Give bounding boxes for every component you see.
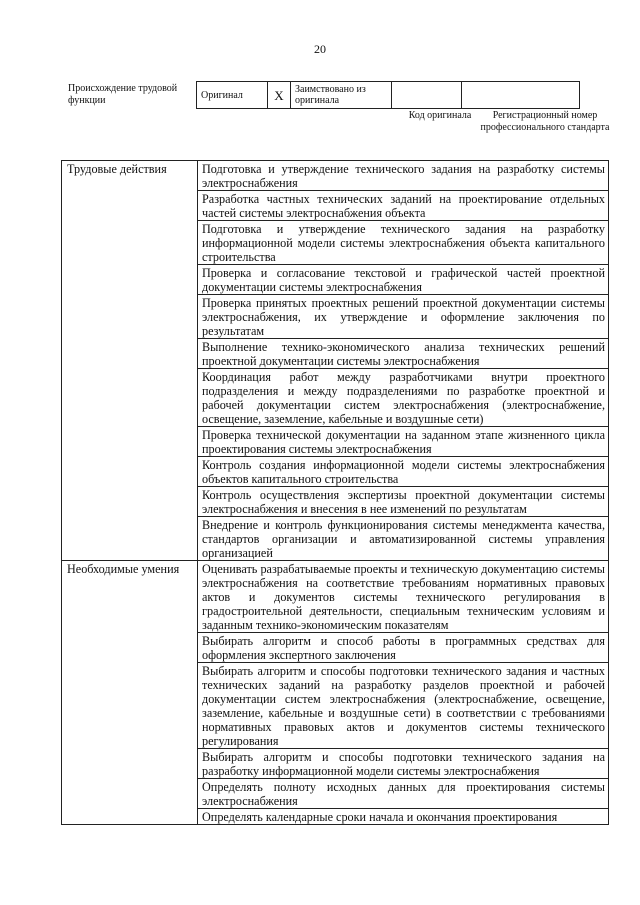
table-cell: Проверка принятых проектных решений проектной документации системы электроснабжения, их утверждение и оформление заключения по результатам <box>198 295 609 339</box>
section-title: Необходимые умения <box>62 561 198 825</box>
original-cell: Оригинал <box>197 82 268 109</box>
reg-number-caption: Регистрационный номер профессионального стандарта <box>480 110 610 133</box>
functions-table <box>61 160 609 825</box>
page-number: 20 <box>314 42 326 56</box>
original-mark: X <box>268 82 291 109</box>
code-cell <box>392 82 462 109</box>
table-row <box>62 161 609 191</box>
table-cell: Подготовка и утверждение технического задания на разработку системы электроснабжения <box>198 161 609 191</box>
table-cell: Подготовка и утверждение технического задания на разработку информационной модели системы электроснабжения объекта капитального строительства <box>198 221 609 265</box>
origin-label: Происхождение трудовой функции <box>68 83 178 106</box>
table-cell: Координация работ между разработчиками внутри проектного подразделения и между подразделениями по разработке проектной и рабочей документации систем электроснабжения (электроснабжение, освещение, заземление, кабельные и воздушные сети) <box>198 369 609 427</box>
section-title: Трудовые действия <box>62 161 198 561</box>
table-cell: Контроль создания информационной модели системы электроснабжения объектов капитального строительства <box>198 457 609 487</box>
table-cell: Выполнение технико-экономического анализа технических решений проектной документации системы электроснабжения <box>198 339 609 369</box>
reg-number-cell <box>462 82 580 109</box>
table-cell: Оценивать разрабатываемые проекты и техническую документацию системы электроснабжения на соответствие требованиям нормативных правовых актов и документов системы технического регулирования в градостроительной деятельности, специальным техническим условиям и заданным технико-экономическим показателям <box>198 561 609 633</box>
table-cell: Выбирать алгоритм и способы подготовки технического задания и частных технических заданий на разработку разделов проектной и рабочей документации систем электроснабжения (электроснабжение, освещение, заземление, кабельные и воздушные сети) в соответствии с требованиями нормативных правовых актов и документов системы технического регулирования <box>198 663 609 749</box>
table-cell: Контроль осуществления экспертизы проектной документации системы электроснабжения и внесения в нее изменений по результатам <box>198 487 609 517</box>
borrowed-cell: Заимствовано из оригинала <box>291 82 392 109</box>
table-cell: Определять календарные сроки начала и окончания проектирования <box>198 809 609 825</box>
table-row <box>62 561 609 633</box>
code-caption: Код оригинала <box>408 110 472 121</box>
table-cell: Разработка частных технических заданий на проектирование отдельных частей системы электроснабжения объекта <box>198 191 609 221</box>
table-cell: Выбирать алгоритм и способы подготовки технического задания на разработку информационной модели системы электроснабжения <box>198 749 609 779</box>
table-cell: Внедрение и контроль функционирования системы менеджмента качества, стандартов организации и автоматизированной системы управления организацией <box>198 517 609 561</box>
table-cell: Проверка и согласование текстовой и графической частей проектной документации системы электроснабжения <box>198 265 609 295</box>
table-cell: Определять полноту исходных данных для проектирования системы электроснабжения <box>198 779 609 809</box>
origin-table <box>196 81 580 109</box>
table-cell: Проверка технической документации на заданном этапе жизненного цикла проектирования системы электроснабжения <box>198 427 609 457</box>
table-cell: Выбирать алгоритм и способ работы в программных средствах для оформления экспертного заключения <box>198 633 609 663</box>
